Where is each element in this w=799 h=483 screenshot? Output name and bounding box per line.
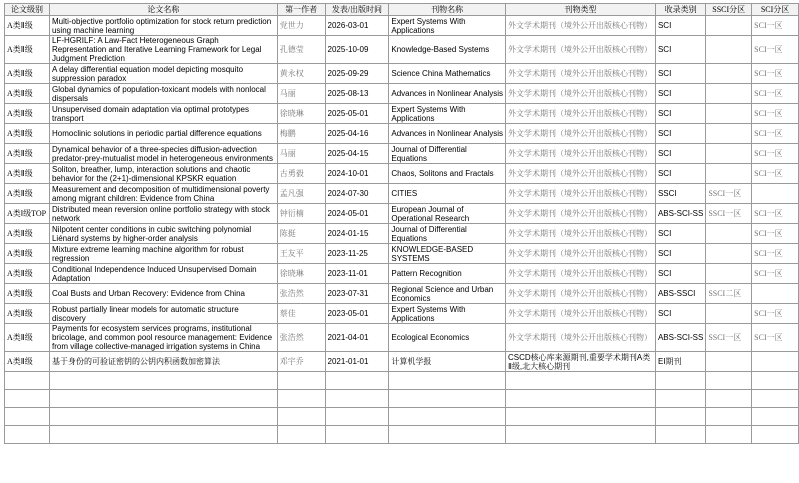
cell-title[interactable]: Measurement and decomposition of multidimensional poverty among migrant children: Evidence from China <box>49 184 277 204</box>
table-row <box>5 16 799 36</box>
table-row <box>5 84 799 104</box>
cell-date[interactable]: 2023-11-25 <box>325 244 389 264</box>
header-cell-ssci[interactable]: SSCI分区 <box>706 4 752 16</box>
cell-date[interactable]: 2026-03-01 <box>325 16 389 36</box>
cell-index[interactable]: SCI <box>655 164 705 184</box>
table-row <box>5 36 799 64</box>
empty-cell[interactable] <box>277 372 325 390</box>
cell-title[interactable]: Payments for ecosystem services programs, institutional bricolage, and common pool resource management: Evidence from village collective-managed irrigation systems in China <box>49 324 277 352</box>
cell-date[interactable]: 2023-11-01 <box>325 264 389 284</box>
cell-title[interactable]: Global dynamics of population-toxicant models with nonlocal dispersals <box>49 84 277 104</box>
cell-journal-type[interactable]: 外文学术期刊（境外公开出版核心刊物） <box>506 284 656 304</box>
empty-cell[interactable] <box>389 426 506 444</box>
cell-author[interactable]: 钟衍楠 <box>277 204 325 224</box>
cell-sci[interactable]: SCI一区 <box>752 36 799 64</box>
header-cell-sci[interactable]: SCI分区 <box>752 4 799 16</box>
header-cell-journal-type[interactable]: 刊物类型 <box>506 4 656 16</box>
empty-cell[interactable] <box>706 390 752 408</box>
table-row <box>5 224 799 244</box>
cell-sci[interactable]: SCI一区 <box>752 16 799 36</box>
empty-cell[interactable] <box>655 390 705 408</box>
cell-ssci[interactable]: SSCI一区 <box>706 204 752 224</box>
cell-journal-type[interactable]: 外文学术期刊（境外公开出版核心刊物） <box>506 184 656 204</box>
empty-row <box>5 408 799 426</box>
cell-index[interactable]: ABS-SCI-SS <box>655 204 705 224</box>
empty-row <box>5 390 799 408</box>
cell-level[interactable]: A类Ⅱ级 <box>5 164 50 184</box>
header-cell-journal[interactable]: 刊物名称 <box>389 4 506 16</box>
table-row <box>5 124 799 144</box>
cell-author[interactable]: 张浩然 <box>277 284 325 304</box>
cell-sci[interactable]: SCI一区 <box>752 84 799 104</box>
cell-level[interactable]: A类Ⅰ级TOP <box>5 204 50 224</box>
cell-date[interactable]: 2024-10-01 <box>325 164 389 184</box>
table-row <box>5 184 799 204</box>
cell-level[interactable]: A类Ⅱ级 <box>5 304 50 324</box>
cell-journal-type[interactable]: 外文学术期刊（境外公开出版核心刊物） <box>506 224 656 244</box>
cell-date[interactable]: 2025-10-09 <box>325 36 389 64</box>
cell-sci[interactable]: SCI一区 <box>752 204 799 224</box>
cell-author[interactable]: 马丽 <box>277 144 325 164</box>
empty-cell[interactable] <box>277 408 325 426</box>
table-row <box>5 204 799 224</box>
cell-author[interactable]: 王友平 <box>277 244 325 264</box>
cell-index[interactable]: SCI <box>655 144 705 164</box>
cell-ssci[interactable] <box>706 36 752 64</box>
cell-journal-type[interactable]: 外文学术期刊（境外公开出版核心刊物） <box>506 36 656 64</box>
cell-title[interactable]: Mixture extreme learning machine algorithm for robust regression <box>49 244 277 264</box>
cell-ssci[interactable] <box>706 84 752 104</box>
table-row <box>5 324 799 352</box>
empty-cell[interactable] <box>706 426 752 444</box>
cell-title[interactable]: Homoclinic solutions in periodic partial difference equations <box>49 124 277 144</box>
cell-level[interactable]: A类Ⅱ级 <box>5 84 50 104</box>
empty-cell[interactable] <box>325 408 389 426</box>
cell-journal[interactable]: Knowledge-Based Systems <box>389 36 506 64</box>
cell-journal[interactable]: 计算机学报 <box>389 352 506 372</box>
cell-index[interactable]: SCI <box>655 16 705 36</box>
empty-cell[interactable] <box>49 372 277 390</box>
cell-sci[interactable]: SCI一区 <box>752 124 799 144</box>
cell-index[interactable]: SSCI <box>655 184 705 204</box>
cell-date[interactable]: 2025-05-01 <box>325 104 389 124</box>
cell-ssci[interactable] <box>706 16 752 36</box>
cell-sci[interactable]: SCI一区 <box>752 224 799 244</box>
empty-cell[interactable] <box>277 426 325 444</box>
cell-date[interactable]: 2021-04-01 <box>325 324 389 352</box>
cell-index[interactable]: ABS-SSCI <box>655 284 705 304</box>
cell-index[interactable]: SCI <box>655 244 705 264</box>
cell-journal-type[interactable]: 外文学术期刊（境外公开出版核心刊物） <box>506 104 656 124</box>
cell-journal-type[interactable]: 外文学术期刊（境外公开出版核心刊物） <box>506 244 656 264</box>
cell-journal[interactable]: Ecological Economics <box>389 324 506 352</box>
cell-date[interactable]: 2025-04-16 <box>325 124 389 144</box>
cell-sci[interactable]: SCI一区 <box>752 164 799 184</box>
empty-cell[interactable] <box>5 426 50 444</box>
cell-journal-type[interactable]: 外文学术期刊（境外公开出版核心刊物） <box>506 324 656 352</box>
header-cell-level[interactable]: 论文级别 <box>5 4 50 16</box>
cell-journal-type[interactable]: 外文学术期刊（境外公开出版核心刊物） <box>506 16 656 36</box>
cell-index[interactable]: SCI <box>655 124 705 144</box>
header-cell-index[interactable]: 收录类别 <box>655 4 705 16</box>
cell-sci[interactable] <box>752 184 799 204</box>
empty-cell[interactable] <box>655 372 705 390</box>
cell-sci[interactable] <box>752 284 799 304</box>
cell-author[interactable]: 邓宇乔 <box>277 352 325 372</box>
cell-journal[interactable]: Expert Systems With Applications <box>389 304 506 324</box>
cell-journal-type[interactable]: 外文学术期刊（境外公开出版核心刊物） <box>506 164 656 184</box>
cell-ssci[interactable]: SSCI二区 <box>706 284 752 304</box>
table-row <box>5 304 799 324</box>
cell-ssci[interactable]: SSCI一区 <box>706 184 752 204</box>
empty-cell[interactable] <box>752 426 799 444</box>
cell-index[interactable]: SCI <box>655 104 705 124</box>
cell-title[interactable]: Distributed mean reversion online portfolio strategy with stock network <box>49 204 277 224</box>
cell-sci[interactable]: SCI一区 <box>752 264 799 284</box>
cell-ssci[interactable] <box>706 352 752 372</box>
cell-ssci[interactable] <box>706 244 752 264</box>
cell-sci[interactable]: SCI一区 <box>752 64 799 84</box>
empty-cell[interactable] <box>389 390 506 408</box>
cell-author[interactable]: 蔡佳 <box>277 304 325 324</box>
paper-list-table <box>4 3 799 444</box>
cell-title[interactable]: Soliton, breather, lump, interaction solutions and chaotic behavior for the (2+1)-dimensional KPSKR equation <box>49 164 277 184</box>
empty-cell[interactable] <box>506 408 656 426</box>
empty-cell[interactable] <box>389 408 506 426</box>
table-row <box>5 164 799 184</box>
cell-index[interactable]: SCI <box>655 64 705 84</box>
cell-index[interactable]: EI期刊 <box>655 352 705 372</box>
cell-journal[interactable]: Expert Systems With Applications <box>389 104 506 124</box>
cell-level[interactable]: A类Ⅱ级 <box>5 124 50 144</box>
empty-cell[interactable] <box>5 372 50 390</box>
empty-cell[interactable] <box>706 408 752 426</box>
cell-ssci[interactable] <box>706 264 752 284</box>
cell-journal-type[interactable]: 外文学术期刊（境外公开出版核心刊物） <box>506 124 656 144</box>
cell-level[interactable]: A类Ⅱ级 <box>5 36 50 64</box>
cell-date[interactable]: 2023-05-01 <box>325 304 389 324</box>
empty-cell[interactable] <box>49 426 277 444</box>
empty-cell[interactable] <box>325 390 389 408</box>
cell-title[interactable]: LF-HGRILF: A Law-Fact Heterogeneous Graph Representation and Iterative Learning Framework for Legal Judgment Prediction <box>49 36 277 64</box>
cell-level[interactable]: A类Ⅱ级 <box>5 324 50 352</box>
cell-title[interactable]: Conditional Independence Induced Unsupervised Domain Adaptation <box>49 264 277 284</box>
cell-date[interactable]: 2025-09-29 <box>325 64 389 84</box>
cell-level[interactable]: A类Ⅱ级 <box>5 264 50 284</box>
table-row <box>5 64 799 84</box>
cell-level[interactable]: A类Ⅱ级 <box>5 284 50 304</box>
cell-title[interactable]: Coal Busts and Urban Recovery: Evidence from China <box>49 284 277 304</box>
cell-ssci[interactable] <box>706 224 752 244</box>
cell-ssci[interactable] <box>706 64 752 84</box>
cell-journal[interactable]: Journal of Differential Equations <box>389 144 506 164</box>
cell-level[interactable]: A类Ⅱ级 <box>5 104 50 124</box>
cell-level[interactable]: A类Ⅱ级 <box>5 244 50 264</box>
empty-cell[interactable] <box>655 408 705 426</box>
cell-date[interactable]: 2024-05-01 <box>325 204 389 224</box>
empty-cell[interactable] <box>49 408 277 426</box>
header-row <box>5 4 799 16</box>
cell-journal[interactable]: Chaos, Solitons and Fractals <box>389 164 506 184</box>
empty-cell[interactable] <box>277 390 325 408</box>
cell-journal-type[interactable]: 外文学术期刊（境外公开出版核心刊物） <box>506 84 656 104</box>
table-body <box>5 4 799 444</box>
cell-level[interactable]: A类Ⅱ级 <box>5 352 50 372</box>
cell-author[interactable]: 梅鹏 <box>277 124 325 144</box>
cell-author[interactable]: 张浩然 <box>277 324 325 352</box>
empty-row <box>5 372 799 390</box>
empty-cell[interactable] <box>389 372 506 390</box>
cell-index[interactable]: SCI <box>655 224 705 244</box>
cell-index[interactable]: SCI <box>655 264 705 284</box>
cell-index[interactable]: SCI <box>655 304 705 324</box>
cell-date[interactable]: 2024-07-30 <box>325 184 389 204</box>
empty-cell[interactable] <box>752 372 799 390</box>
cell-author[interactable]: 党世力 <box>277 16 325 36</box>
header-cell-author[interactable]: 第一作者 <box>277 4 325 16</box>
table-row <box>5 352 799 372</box>
cell-ssci[interactable] <box>706 104 752 124</box>
cell-ssci[interactable] <box>706 124 752 144</box>
empty-cell[interactable] <box>506 390 656 408</box>
cell-level[interactable]: A类Ⅱ级 <box>5 64 50 84</box>
empty-cell[interactable] <box>655 426 705 444</box>
cell-level[interactable]: A类Ⅱ级 <box>5 144 50 164</box>
cell-date[interactable]: 2021-01-01 <box>325 352 389 372</box>
cell-author[interactable]: 黄永权 <box>277 64 325 84</box>
cell-ssci[interactable] <box>706 144 752 164</box>
empty-cell[interactable] <box>506 426 656 444</box>
cell-title[interactable]: Robust partially linear models for automatic structure discovery <box>49 304 277 324</box>
empty-cell[interactable] <box>752 408 799 426</box>
cell-ssci[interactable] <box>706 304 752 324</box>
cell-sci[interactable]: SCI一区 <box>752 324 799 352</box>
cell-journal[interactable]: Regional Science and Urban Economics <box>389 284 506 304</box>
cell-title[interactable]: A delay differential equation model depicting mosquito suppression paradox <box>49 64 277 84</box>
cell-journal[interactable]: KNOWLEDGE-BASED SYSTEMS <box>389 244 506 264</box>
empty-cell[interactable] <box>752 390 799 408</box>
cell-journal[interactable]: Pattern Recognition <box>389 264 506 284</box>
cell-sci[interactable]: SCI一区 <box>752 244 799 264</box>
cell-sci[interactable]: SCI一区 <box>752 104 799 124</box>
cell-index[interactable]: SCI <box>655 36 705 64</box>
cell-sci[interactable]: SCI一区 <box>752 304 799 324</box>
cell-journal-type[interactable]: 外文学术期刊（境外公开出版核心刊物） <box>506 204 656 224</box>
empty-cell[interactable] <box>49 390 277 408</box>
cell-journal[interactable]: Advances in Nonlinear Analysis <box>389 84 506 104</box>
cell-date[interactable]: 2025-04-15 <box>325 144 389 164</box>
cell-journal[interactable]: Advances in Nonlinear Analysis <box>389 124 506 144</box>
cell-author[interactable]: 陈挺 <box>277 224 325 244</box>
cell-level[interactable]: A类Ⅱ级 <box>5 184 50 204</box>
cell-journal-type[interactable]: 外文学术期刊（境外公开出版核心刊物） <box>506 144 656 164</box>
table-row <box>5 264 799 284</box>
table-row <box>5 144 799 164</box>
cell-journal[interactable]: Science China Mathematics <box>389 64 506 84</box>
cell-ssci[interactable] <box>706 164 752 184</box>
cell-sci[interactable]: SCI一区 <box>752 144 799 164</box>
empty-cell[interactable] <box>325 372 389 390</box>
cell-title[interactable]: 基于身份的可验证密钥的公钥内积函数加密算法 <box>49 352 277 372</box>
table-row <box>5 284 799 304</box>
empty-cell[interactable] <box>706 372 752 390</box>
cell-date[interactable]: 2023-07-31 <box>325 284 389 304</box>
cell-journal-type[interactable]: 外文学术期刊（境外公开出版核心刊物） <box>506 64 656 84</box>
cell-journal[interactable]: European Journal of Operational Research <box>389 204 506 224</box>
empty-row <box>5 426 799 444</box>
cell-journal[interactable]: CITIES <box>389 184 506 204</box>
cell-author[interactable]: 孔德莹 <box>277 36 325 64</box>
empty-cell[interactable] <box>5 408 50 426</box>
cell-index[interactable]: ABS-SCI-SS <box>655 324 705 352</box>
cell-author[interactable]: 古勇毅 <box>277 164 325 184</box>
cell-date[interactable]: 2025-08-13 <box>325 84 389 104</box>
cell-author[interactable]: 孟凡强 <box>277 184 325 204</box>
cell-journal-type[interactable]: CSCD核心库来源期刊,重要学术期刊A类Ⅱ级,北大核心期刊 <box>506 352 656 372</box>
cell-ssci[interactable]: SSCI一区 <box>706 324 752 352</box>
cell-author[interactable]: 马丽 <box>277 84 325 104</box>
empty-cell[interactable] <box>325 426 389 444</box>
cell-title[interactable]: Dynamical behavior of a three-species diffusion-advection predator-prey-mutualist model in heterogeneous environments <box>49 144 277 164</box>
header-cell-title[interactable]: 论文名称 <box>49 4 277 16</box>
cell-title[interactable]: Nilpotent center conditions in cubic switching polynomial Liénard systems by higher-order analysis <box>49 224 277 244</box>
cell-author[interactable]: 徐晓琳 <box>277 264 325 284</box>
cell-level[interactable]: A类Ⅱ级 <box>5 224 50 244</box>
table-row <box>5 244 799 264</box>
cell-journal-type[interactable]: 外文学术期刊（境外公开出版核心刊物） <box>506 264 656 284</box>
table-row <box>5 104 799 124</box>
empty-cell[interactable] <box>5 390 50 408</box>
cell-index[interactable]: SCI <box>655 84 705 104</box>
cell-journal[interactable]: Expert Systems With Applications <box>389 16 506 36</box>
cell-journal-type[interactable]: 外文学术期刊（境外公开出版核心刊物） <box>506 304 656 324</box>
cell-date[interactable]: 2024-01-15 <box>325 224 389 244</box>
cell-journal[interactable]: Journal of Differential Equations <box>389 224 506 244</box>
cell-level[interactable]: A类Ⅱ级 <box>5 16 50 36</box>
cell-sci[interactable] <box>752 352 799 372</box>
header-cell-date[interactable]: 发表/出版时间 <box>325 4 389 16</box>
empty-cell[interactable] <box>506 372 656 390</box>
cell-title[interactable]: Unsupervised domain adaptation via optimal prototypes transport <box>49 104 277 124</box>
cell-title[interactable]: Multi-objective portfolio optimization for stock return prediction using machine learning <box>49 16 277 36</box>
cell-author[interactable]: 徐晓琳 <box>277 104 325 124</box>
